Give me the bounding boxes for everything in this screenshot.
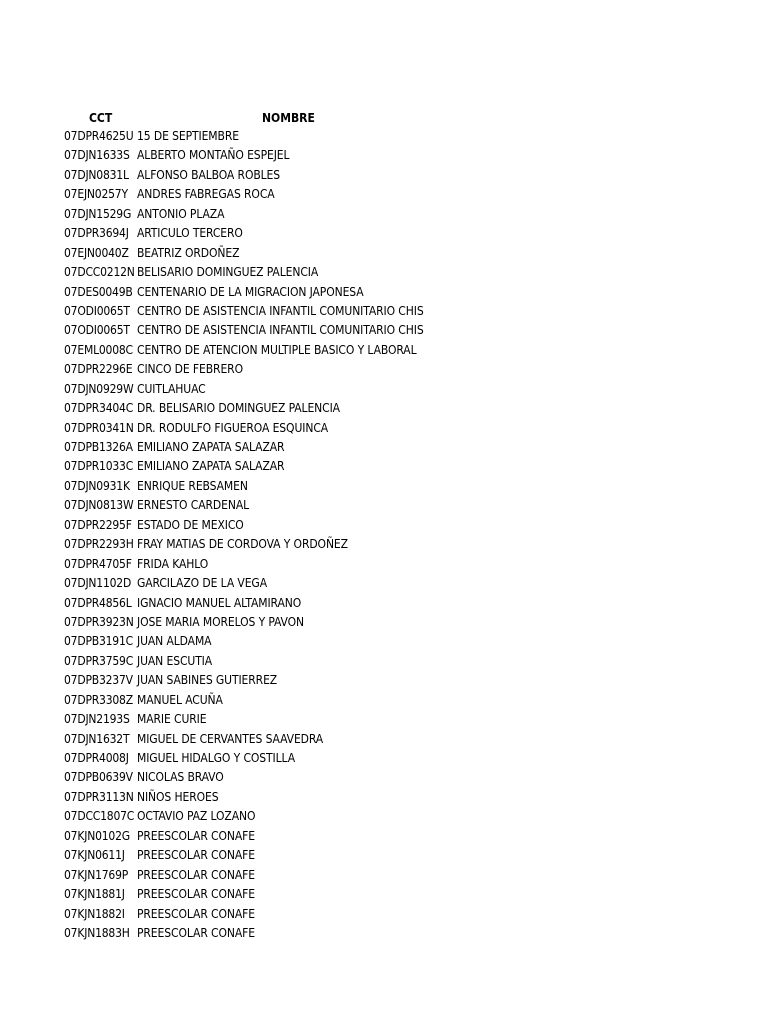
table-row (64, 360, 704, 379)
table-row (64, 535, 704, 554)
cct-cell: 07ODI0065T (64, 323, 130, 338)
table-row (64, 768, 704, 787)
nombre-cell: ESTADO DE MEXICO (137, 517, 244, 532)
cct-cell: 07DPR1033C (64, 459, 134, 474)
table-row (64, 205, 704, 224)
nombre-cell: GARCILAZO DE LA VEGA (137, 576, 267, 591)
cct-cell: 07DPB1326A (64, 440, 133, 454)
cct-cell: 07DPR3759C (64, 653, 134, 668)
cct-cell: 07DPR0341N (64, 420, 134, 435)
table-row (64, 224, 704, 243)
table-row (64, 341, 704, 360)
cct-cell: 07DJN0813W (64, 498, 134, 513)
table-row (64, 321, 704, 340)
nombre-cell: FRIDA KAHLO (137, 556, 209, 571)
table-body (64, 127, 704, 943)
cct-cell: 07DPR3694J (64, 226, 129, 241)
cct-cell: 07DPR3113N (64, 789, 134, 804)
table-row (64, 457, 704, 476)
table-row (64, 555, 704, 574)
nombre-cell: JUAN ALDAMA (137, 634, 212, 649)
nombre-cell: ERNESTO CARDENAL (137, 498, 250, 513)
cct-cell: 07KJN1883H (64, 925, 130, 940)
cct-cell: 07DJN1529G (64, 206, 132, 221)
column-header-nombre: NOMBRE (262, 111, 315, 125)
nombre-cell: ARTICULO TERCERO (137, 226, 243, 241)
nombre-cell: EMILIANO ZAPATA SALAZAR (137, 459, 285, 474)
cct-cell: 07KJN1769P (64, 867, 129, 882)
cct-cell: 07EJN0040Z (64, 245, 129, 260)
table-row (64, 691, 704, 710)
nombre-cell: MIGUEL HIDALGO Y COSTILLA (137, 751, 295, 765)
cct-cell: 07DJN0831L (64, 167, 129, 182)
table-row (64, 127, 704, 146)
nombre-cell: CENTRO DE ATENCION MULTIPLE BASICO Y LABORAL (137, 342, 417, 357)
nombre-cell: NICOLAS BRAVO (137, 770, 224, 785)
cct-cell: 07DCC0212N (64, 265, 135, 280)
table-row (64, 574, 704, 593)
cct-cell: 07EJN0257Y (64, 187, 128, 202)
cct-cell: 07KJN1882I (64, 906, 125, 921)
cct-cell: 07DPB3237V (64, 673, 133, 688)
cct-cell: 07DJN2193S (64, 712, 130, 727)
cct-cell: 07DJN0931K (64, 478, 130, 493)
table-row (64, 283, 704, 302)
table-row (64, 380, 704, 399)
table-row (64, 827, 704, 846)
cct-cell: 07DPR3404C (64, 401, 134, 416)
table-row (64, 263, 704, 282)
nombre-cell: NIÑOS HEROES (137, 789, 219, 804)
cct-cell: 07DPR2293H (64, 537, 134, 552)
nombre-cell: JUAN SABINES GUTIERREZ (137, 673, 278, 688)
cct-cell: 07DJN1102D (64, 576, 132, 591)
nombre-cell: MANUEL ACUÑA (137, 692, 223, 707)
table-row (64, 302, 704, 321)
table-row (64, 185, 704, 204)
table-row (64, 807, 704, 826)
cct-cell: 07KJN1881J (64, 887, 125, 902)
table-row (64, 496, 704, 515)
table-row (64, 671, 704, 690)
table-row (64, 885, 704, 904)
table-row (64, 516, 704, 535)
cct-cell: 07DPR2296E (64, 362, 133, 377)
table-row (64, 652, 704, 671)
table-row (64, 905, 704, 924)
nombre-cell: PREESCOLAR CONAFE (137, 867, 255, 882)
table-row (64, 419, 704, 438)
table-row (64, 146, 704, 165)
nombre-cell: ALBERTO MONTAÑO ESPEJEL (137, 148, 290, 163)
table-row (64, 594, 704, 613)
nombre-cell: PREESCOLAR CONAFE (137, 925, 255, 940)
nombre-cell: MARIE CURIE (137, 712, 207, 727)
cct-cell: 07DPB3191C (64, 634, 133, 649)
cct-cell: 07DPB0639V (64, 770, 133, 785)
cct-cell: 07DJN1632T (64, 731, 130, 746)
table-row (64, 632, 704, 651)
nombre-cell: ENRIQUE REBSAMEN (137, 478, 248, 493)
cct-cell: 07DJN0929W (64, 381, 134, 396)
cct-cell: 07DPR3923N (64, 614, 134, 629)
nombre-cell: CUITLAHUAC (137, 381, 206, 396)
table-row (64, 166, 704, 185)
cct-cell: 07DES0049B (64, 284, 133, 299)
cct-cell: 07KJN0102G (64, 828, 130, 843)
table-row (64, 244, 704, 263)
cct-cell: 07DPR4625U (64, 129, 134, 143)
table-row (64, 846, 704, 865)
cct-cell: 07ODI0065T (64, 303, 130, 318)
nombre-cell: ANDRES FABREGAS ROCA (137, 187, 275, 202)
nombre-cell: PREESCOLAR CONAFE (137, 828, 255, 843)
nombre-cell: ALFONSO BALBOA ROBLES (137, 167, 281, 182)
nombre-cell: MIGUEL DE CERVANTES SAAVEDRA (137, 731, 324, 746)
nombre-cell: OCTAVIO PAZ LOZANO (137, 809, 256, 824)
nombre-cell: CINCO DE FEBRERO (137, 362, 243, 377)
nombre-cell: CENTRO DE ASISTENCIA INFANTIL COMUNITARIO CHIS (137, 323, 424, 338)
nombre-cell: IGNACIO MANUEL ALTAMIRANO (137, 595, 302, 610)
cct-cell: 07KJN0611J (64, 848, 125, 863)
nombre-cell: CENTENARIO DE LA MIGRACION JAPONESA (137, 284, 364, 299)
table-row (64, 477, 704, 496)
nombre-cell: DR. BELISARIO DOMINGUEZ PALENCIA (137, 401, 340, 416)
cct-cell: 07DPR4008J (64, 751, 129, 765)
column-header-cct: CCT (89, 111, 113, 125)
table-row (64, 866, 704, 885)
cct-cell: 07DCC1807C (64, 809, 135, 824)
nombre-cell: ANTONIO PLAZA (137, 206, 225, 221)
nombre-cell: DR. RODULFO FIGUEROA ESQUINCA (137, 420, 329, 435)
table-row (64, 788, 704, 807)
table-row (64, 399, 704, 418)
table-row (64, 924, 704, 943)
table-row (64, 613, 704, 632)
nombre-cell: BEATRIZ ORDOÑEZ (137, 245, 240, 260)
table-row (64, 710, 704, 729)
table-row (64, 438, 704, 457)
nombre-cell: CENTRO DE ASISTENCIA INFANTIL COMUNITARIO CHIS (137, 303, 424, 318)
table-row (64, 749, 704, 768)
cct-cell: 07DPR4705F (64, 556, 132, 571)
table-row (64, 730, 704, 749)
nombre-cell: JUAN ESCUTIA (137, 653, 213, 668)
nombre-cell: JOSE MARIA MORELOS Y PAVON (137, 614, 304, 629)
cct-cell: 07DPR4856L (64, 595, 132, 610)
nombre-cell: PREESCOLAR CONAFE (137, 906, 255, 921)
nombre-cell: PREESCOLAR CONAFE (137, 887, 255, 902)
nombre-cell: 15 DE SEPTIEMBRE (137, 129, 239, 143)
nombre-cell: PREESCOLAR CONAFE (137, 848, 255, 863)
nombre-cell: BELISARIO DOMINGUEZ PALENCIA (137, 265, 319, 280)
cct-cell: 07DPR2295F (64, 517, 132, 532)
nombre-cell: EMILIANO ZAPATA SALAZAR (137, 440, 285, 454)
nombre-cell: FRAY MATIAS DE CORDOVA Y ORDOÑEZ (137, 537, 348, 552)
cct-cell: 07DPR3308Z (64, 692, 133, 707)
cct-cell: 07EML0008C (64, 342, 133, 357)
cct-cell: 07DJN1633S (64, 148, 130, 163)
